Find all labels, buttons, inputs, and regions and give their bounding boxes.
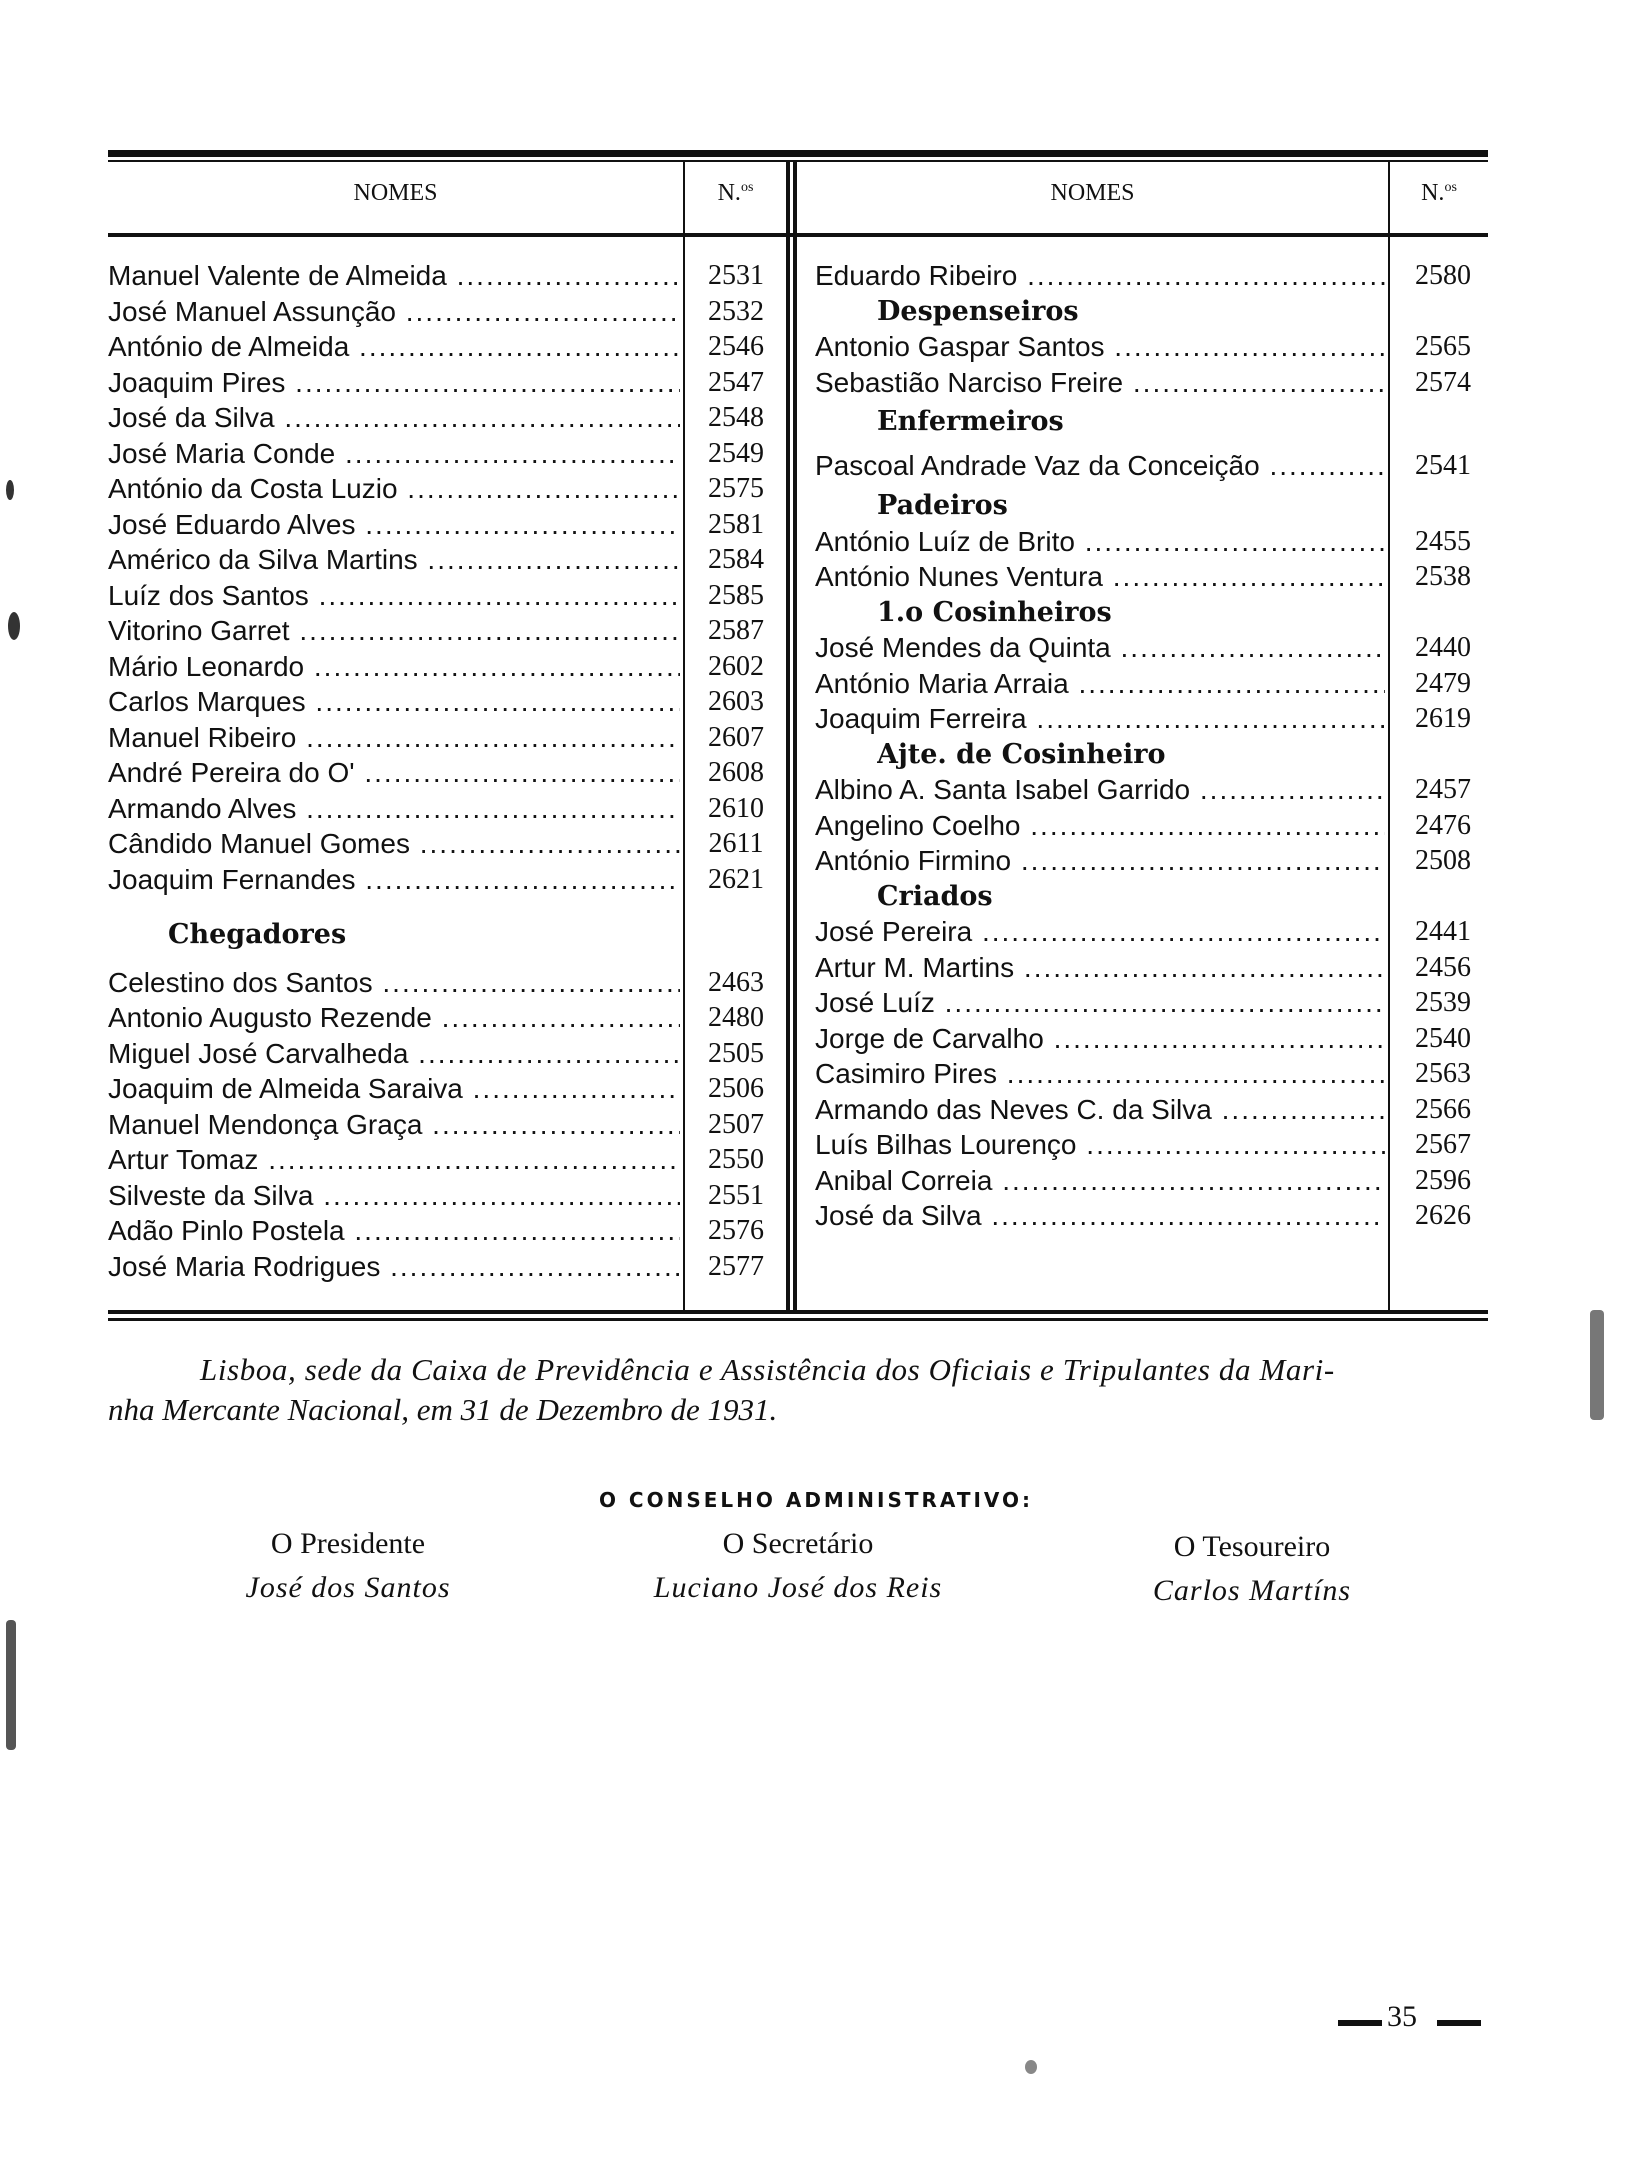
nos-label: N. <box>717 180 741 206</box>
list-item <box>108 507 788 543</box>
crew-name: António Luíz de Brito ..... <box>815 524 1385 560</box>
president-signature <box>168 1522 528 1610</box>
page-number-block <box>1330 2000 1490 2040</box>
crew-number: 2581 <box>708 508 764 540</box>
crew-number: 2538 <box>1415 561 1471 592</box>
crew-name: José Mendes da Quinta ..... <box>815 630 1385 666</box>
section-heading <box>815 879 1495 915</box>
list-item <box>815 843 1495 879</box>
list-item <box>815 772 1495 808</box>
crew-number: 2610 <box>708 792 764 824</box>
crew-name: Luís Bilhas Lourenço ..... <box>815 1127 1385 1163</box>
scan-speck <box>1025 2060 1037 2074</box>
scan-speck <box>6 480 14 500</box>
crew-name: Joaquim de Almeida Saraiva ..... <box>108 1071 680 1107</box>
list-item <box>815 1056 1495 1092</box>
section-heading <box>815 400 1495 444</box>
left-numbers-header <box>685 180 786 207</box>
list-item <box>815 914 1495 950</box>
list-item <box>815 666 1495 702</box>
list-item <box>108 613 788 649</box>
crew-number: 2575 <box>708 473 764 504</box>
section-heading <box>815 737 1495 773</box>
crew-number: 2580 <box>1415 260 1471 291</box>
list-item <box>108 471 788 507</box>
president-role: O Presidente <box>270 1527 426 1560</box>
list-item <box>815 1092 1495 1128</box>
closing-line-1: Lisboa, sede da Caixa de Previdência e Assistência dos Oficiais e Tripulantes da Mari- <box>200 1352 1335 1387</box>
list-item <box>815 365 1495 401</box>
crew-name: Celestino dos Santos ..... <box>108 965 680 1001</box>
crew-number: 2507 <box>708 1108 764 1140</box>
crew-number: 2441 <box>1415 916 1471 947</box>
crew-name: Jorge de Carvalho ..... <box>815 1021 1385 1057</box>
crew-number: 2547 <box>708 366 764 398</box>
council-title: O CONSELHO ADMINISTRATIVO: <box>598 1488 1034 1512</box>
nos-superscript: os <box>740 180 754 195</box>
list-item <box>108 826 788 862</box>
crew-name: José da Silva ..... <box>815 1198 1385 1234</box>
crew-number: 2539 <box>1415 987 1471 1018</box>
crew-number: 2619 <box>1415 703 1471 734</box>
scan-speck <box>6 1620 16 1750</box>
crew-number: 2505 <box>708 1037 764 1069</box>
list-item <box>108 542 788 578</box>
list-item <box>815 329 1495 365</box>
list-item <box>815 1127 1495 1163</box>
crew-number: 2476 <box>1415 809 1471 841</box>
section-heading <box>108 917 788 953</box>
list-item <box>108 1071 788 1107</box>
crew-number: 2540 <box>1415 1022 1471 1054</box>
crew-name: António da Costa Luzio ..... <box>108 471 680 507</box>
crew-name: Casimiro Pires ..... <box>815 1056 1385 1092</box>
crew-number: 2626 <box>1415 1200 1471 1231</box>
crew-number: 2479 <box>1415 667 1471 699</box>
crew-name: Albino A. Santa Isabel Garrido ..... <box>815 772 1385 808</box>
crew-number: 2574 <box>1415 366 1471 398</box>
section-heading <box>815 294 1495 330</box>
list-item <box>108 400 788 436</box>
table-bottom-rule <box>108 1310 1488 1314</box>
list-item <box>108 578 788 614</box>
nos-label: N. <box>1421 180 1445 206</box>
list-item <box>108 1142 788 1178</box>
section-title: Ajte. de Cosinheiro <box>877 738 1166 770</box>
crew-number: 2607 <box>708 721 764 753</box>
crew-name: Manuel Mendonça Graça ..... <box>108 1107 680 1143</box>
crew-name: José Manuel Assunção ..... <box>108 294 680 330</box>
secretary-name: Luciano José dos Reis <box>653 1571 943 1604</box>
crew-number: 2602 <box>708 650 764 682</box>
crew-name: Armando das Neves C. da Silva ..... <box>815 1092 1385 1128</box>
center-double-divider-b <box>793 162 797 1312</box>
crew-name: Cândido Manuel Gomes ..... <box>108 826 680 862</box>
list-item <box>108 1178 788 1214</box>
section-title: Despenseiros <box>877 295 1079 327</box>
left-names-header: NOMES <box>353 180 438 206</box>
crew-name: José Pereira ..... <box>815 914 1385 950</box>
crew-number: 2457 <box>1415 774 1471 805</box>
crew-number: 2611 <box>708 828 764 859</box>
crew-number: 2563 <box>1415 1058 1471 1089</box>
spacer <box>108 953 788 965</box>
list-item <box>815 258 1495 294</box>
crew-name: António Maria Arraia ..... <box>815 666 1385 702</box>
crew-number: 2546 <box>708 331 764 362</box>
closing-paragraph <box>108 1350 1488 1430</box>
list-item <box>815 559 1495 595</box>
crew-name: Manuel Valente de Almeida ..... <box>108 258 680 294</box>
crew-number: 2603 <box>708 686 764 717</box>
treasurer-name: Carlos Martíns <box>1152 1574 1352 1607</box>
crew-number: 2566 <box>1415 1093 1471 1125</box>
crew-number: 2532 <box>708 295 764 327</box>
section-heading <box>815 595 1495 631</box>
table-header-rule <box>108 233 1488 237</box>
crew-number: 2577 <box>708 1250 764 1282</box>
list-item <box>108 1213 788 1249</box>
list-item <box>815 808 1495 844</box>
crew-name: Angelino Coelho ..... <box>815 808 1385 844</box>
closing-line-2: nha Mercante Nacional, em 31 de Dezembro de 1931. <box>108 1392 778 1427</box>
list-item <box>108 791 788 827</box>
crew-number: 2550 <box>708 1144 764 1175</box>
crew-name: Américo da Silva Martins ..... <box>108 542 680 578</box>
list-item <box>815 950 1495 986</box>
crew-number: 2506 <box>708 1073 764 1104</box>
secretary-signature <box>618 1522 978 1610</box>
right-numbers-header <box>1390 180 1488 207</box>
crew-name: Armando Alves ..... <box>108 791 680 827</box>
list-item <box>108 965 788 1001</box>
list-item <box>108 720 788 756</box>
page-number-right-bar <box>1437 2020 1481 2026</box>
list-item <box>108 258 788 294</box>
crew-name: André Pereira do O' ..... <box>108 755 680 791</box>
list-item <box>815 701 1495 737</box>
section-title: Criados <box>877 880 993 912</box>
list-item <box>108 436 788 472</box>
crew-number: 2549 <box>708 437 764 469</box>
crew-name: José Maria Rodrigues ..... <box>108 1249 680 1285</box>
list-item <box>815 1021 1495 1057</box>
crew-name: António de Almeida ..... <box>108 329 680 365</box>
list-item <box>108 684 788 720</box>
crew-name: Joaquim Pires ..... <box>108 365 680 401</box>
left-column <box>108 258 788 1284</box>
secretary-role: O Secretário <box>722 1527 874 1560</box>
crew-name: Antonio Gaspar Santos ..... <box>815 329 1385 365</box>
crew-name: Adão Pinlo Postela ..... <box>108 1213 680 1249</box>
crew-name: Antonio Augusto Rezende ..... <box>108 1000 680 1036</box>
section-title: Padeiros <box>877 490 1008 521</box>
scan-speck <box>8 612 20 640</box>
crew-name: Sebastião Narciso Freire ..... <box>815 365 1385 401</box>
list-item <box>108 329 788 365</box>
crew-number: 2608 <box>708 757 764 788</box>
crew-name: Eduardo Ribeiro ..... <box>815 258 1385 294</box>
crew-name: Joaquim Fernandes ..... <box>108 862 680 898</box>
list-item <box>108 294 788 330</box>
crew-name: Anibal Correia ..... <box>815 1163 1385 1199</box>
table-top-rule <box>108 150 1488 157</box>
treasurer-signature <box>1072 1525 1432 1613</box>
section-title: Enfermeiros <box>877 406 1064 437</box>
crew-name: José da Silva ..... <box>108 400 680 436</box>
crew-name: Joaquim Ferreira ..... <box>815 701 1385 737</box>
table-top-thin-rule <box>108 160 1488 162</box>
list-item <box>815 630 1495 666</box>
list-item <box>815 1198 1495 1234</box>
crew-number: 2585 <box>708 579 764 611</box>
crew-name: José Eduardo Alves ..... <box>108 507 680 543</box>
crew-name: Artur Tomaz ..... <box>108 1142 680 1178</box>
crew-number: 2565 <box>1415 331 1471 362</box>
list-item <box>108 365 788 401</box>
spacer <box>108 897 788 917</box>
crew-number: 2551 <box>708 1179 764 1211</box>
crew-number: 2567 <box>1415 1129 1471 1160</box>
section-title: Chegadores <box>168 919 347 950</box>
scan-speck <box>1590 1310 1604 1420</box>
list-item <box>108 1249 788 1285</box>
table-bottom-thin-rule <box>108 1318 1488 1321</box>
crew-number: 2621 <box>708 863 764 895</box>
crew-name: José Luíz ..... <box>815 985 1385 1021</box>
list-item <box>108 1000 788 1036</box>
crew-name: Manuel Ribeiro ..... <box>108 720 680 756</box>
list-item <box>815 985 1495 1021</box>
right-column <box>815 258 1495 1234</box>
page-number: 35 <box>1387 2000 1417 2033</box>
crew-name: António Firmino ..... <box>815 843 1385 879</box>
nos-superscript: os <box>1444 180 1457 195</box>
section-title: 1.o Cosinheiros <box>877 596 1112 628</box>
list-item <box>815 1163 1495 1199</box>
crew-name: António Nunes Ventura ..... <box>815 559 1385 595</box>
president-name: José dos Santos <box>245 1571 451 1604</box>
crew-number: 2576 <box>708 1215 764 1246</box>
crew-number: 2508 <box>1415 845 1471 876</box>
treasurer-role: O Tesoureiro <box>1173 1530 1331 1563</box>
list-item <box>108 1107 788 1143</box>
crew-number: 2541 <box>1415 450 1471 481</box>
crew-number: 2440 <box>1415 632 1471 663</box>
crew-name: Carlos Marques ..... <box>108 684 680 720</box>
list-item <box>108 862 788 898</box>
page-number-left-bar <box>1338 2020 1382 2026</box>
crew-number: 2584 <box>708 544 764 575</box>
crew-number: 2531 <box>708 260 764 291</box>
crew-number: 2596 <box>1415 1164 1471 1196</box>
section-heading <box>815 488 1495 524</box>
crew-name: Artur M. Martins ..... <box>815 950 1385 986</box>
list-item <box>815 444 1495 488</box>
list-item <box>815 524 1495 560</box>
list-item <box>108 649 788 685</box>
list-item <box>108 755 788 791</box>
crew-number: 2587 <box>708 615 764 646</box>
right-names-header: NOMES <box>1050 180 1135 206</box>
crew-name: Mário Leonardo ..... <box>108 649 680 685</box>
crew-number: 2548 <box>708 402 764 433</box>
crew-name: Luíz dos Santos ..... <box>108 578 680 614</box>
crew-name: Silveste da Silva ..... <box>108 1178 680 1214</box>
list-item <box>108 1036 788 1072</box>
crew-number: 2463 <box>708 966 764 998</box>
crew-number: 2455 <box>1415 525 1471 557</box>
crew-name: Vitorino Garret ..... <box>108 613 680 649</box>
crew-number: 2480 <box>708 1002 764 1033</box>
crew-name: José Maria Conde ..... <box>108 436 680 472</box>
crew-name: Pascoal Andrade Vaz da Conceição ..... <box>815 444 1385 488</box>
crew-name: Miguel José Carvalheda ..... <box>108 1036 680 1072</box>
crew-number: 2456 <box>1415 951 1471 983</box>
